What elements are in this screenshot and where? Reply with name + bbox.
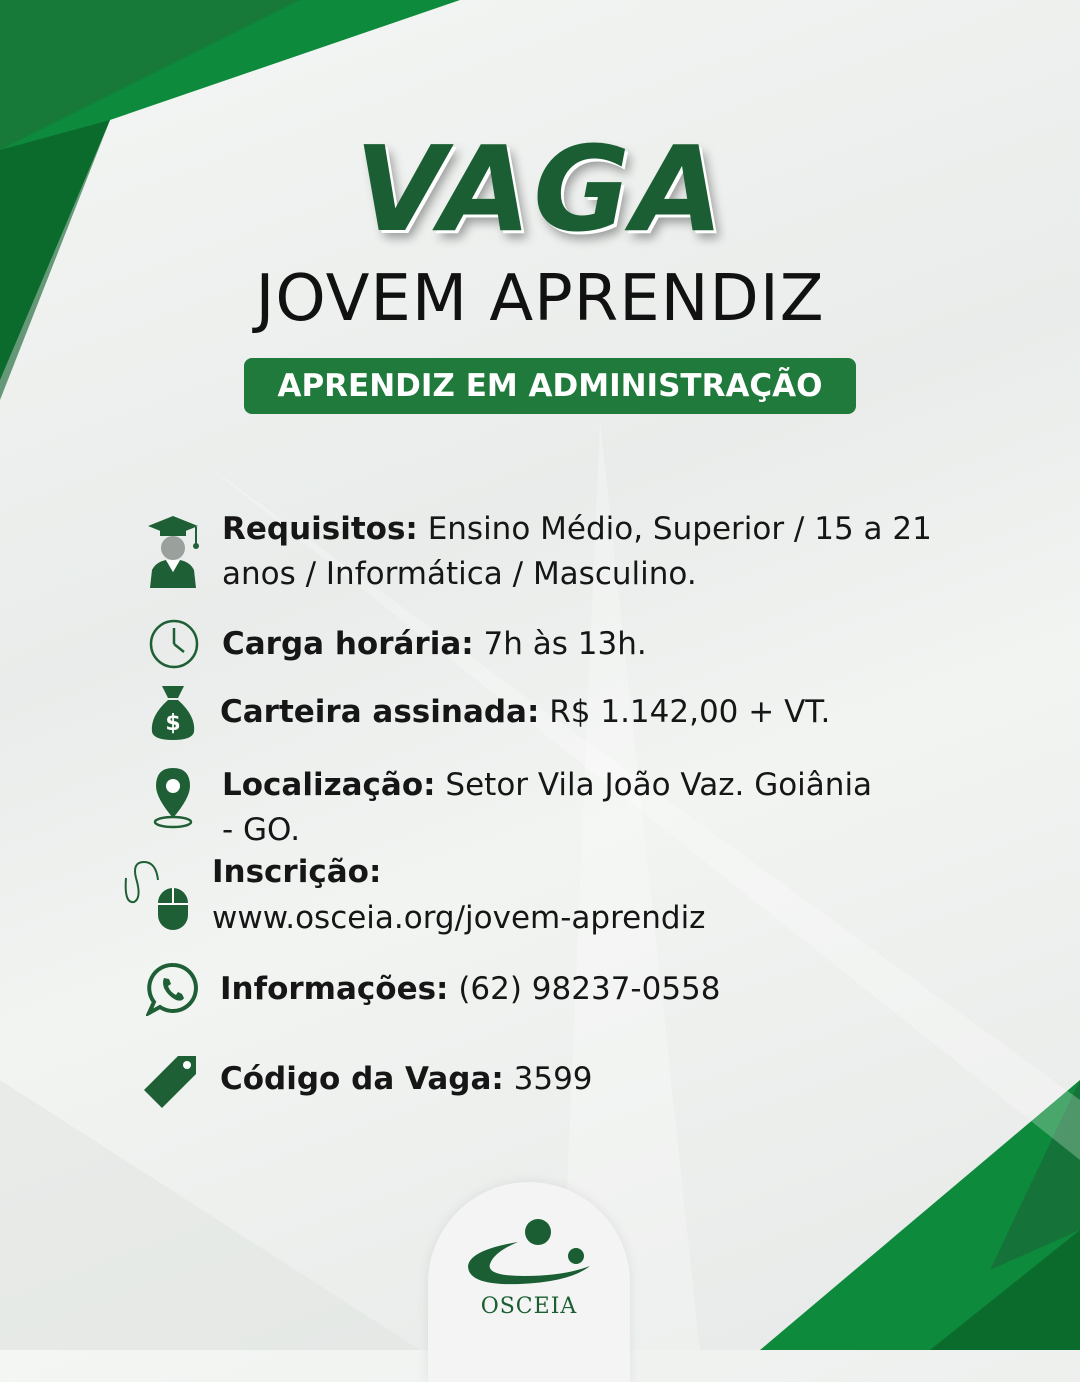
requirements-line-2: anos / Informática / Masculino. bbox=[222, 556, 697, 592]
contact-label: Informações: bbox=[220, 971, 449, 1007]
whatsapp-icon bbox=[146, 962, 200, 1016]
position-badge: APRENDIZ EM ADMINISTRAÇÃO bbox=[244, 358, 856, 414]
contact-phone[interactable]: (62) 98237-0558 bbox=[458, 971, 721, 1007]
job-code-line bbox=[220, 1057, 593, 1102]
workload-label: Carga horária: bbox=[222, 626, 474, 662]
money-bag-icon bbox=[148, 682, 198, 742]
job-code-value: 3599 bbox=[513, 1061, 593, 1097]
osceia-logo-icon bbox=[460, 1216, 600, 1292]
salary-label: Carteira assinada: bbox=[220, 694, 540, 730]
location-value: Setor Vila João Vaz. Goiânia bbox=[445, 767, 873, 803]
contact-line bbox=[220, 967, 721, 1012]
job-code-label: Código da Vaga: bbox=[220, 1061, 504, 1097]
requirements-label: Requisitos: bbox=[222, 511, 418, 547]
svg-text:$: $ bbox=[165, 711, 181, 736]
requirements-line-1 bbox=[222, 507, 932, 552]
title-jovem-aprendiz: JOVEM APRENDIZ bbox=[255, 262, 825, 336]
location-line-2: - GO. bbox=[222, 812, 301, 848]
logo-text: OSCEIA bbox=[480, 1294, 578, 1319]
workload-value: 7h às 13h. bbox=[483, 626, 647, 662]
workload-line bbox=[222, 622, 647, 667]
location-line-1 bbox=[222, 763, 872, 808]
salary-value: R$ 1.142,00 + VT. bbox=[549, 694, 831, 730]
location-pin-icon bbox=[150, 766, 196, 830]
title-vaga: VAGA bbox=[354, 120, 726, 258]
location-label: Localização: bbox=[222, 767, 436, 803]
requirements-value: Ensino Médio, Superior / 15 a 21 bbox=[427, 511, 932, 547]
registration-label: Inscrição: bbox=[212, 854, 382, 890]
clock-icon bbox=[148, 618, 200, 670]
registration-link[interactable]: www.osceia.org/jovem-aprendiz bbox=[212, 900, 706, 936]
tag-icon bbox=[142, 1054, 198, 1110]
salary-line bbox=[220, 690, 830, 735]
graduate-icon bbox=[146, 512, 200, 590]
mouse-icon bbox=[122, 858, 192, 934]
